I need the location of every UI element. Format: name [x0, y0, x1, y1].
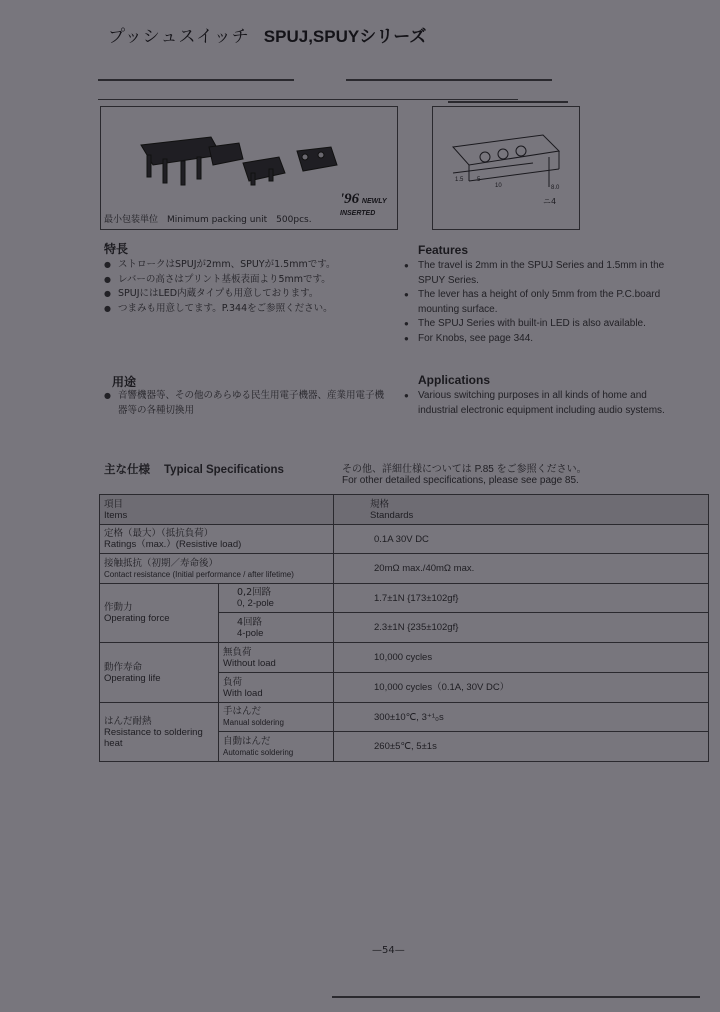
life-sub1-en: Without load [223, 657, 276, 669]
life-sub2-en: With load [223, 687, 263, 699]
list-item: ● つまみも用意してます。P.344をご参照ください。 [104, 302, 394, 317]
solder-sub2-en: Automatic soldering [223, 747, 294, 757]
force-sub2-en: 4-pole [237, 627, 264, 639]
header-rule-left [98, 79, 294, 81]
force-label-cell [100, 584, 219, 643]
solder-sub1-value: 300±10℃, 3⁺¹₀s [334, 703, 709, 732]
list-item: ● SPUJにはLED内蔵タイプも用意しております。 [104, 287, 394, 302]
force-sub1-jp: 0,2回路 [237, 587, 272, 598]
ratings-value: 0.1A 30V DC [334, 525, 709, 554]
life-sub2-cell [219, 673, 334, 703]
table-row [100, 643, 709, 673]
dimension-drawing-frame [432, 106, 580, 230]
dimension-drawing [433, 107, 579, 229]
photo-rule [98, 99, 518, 100]
force-sub2-cell [219, 613, 334, 643]
applications-en-list [404, 389, 688, 418]
spec-heading [104, 461, 284, 477]
force-sub2-value: 2.3±1N {235±102gf} [334, 613, 709, 643]
dim-rule [448, 101, 568, 103]
features-jp-heading: 特長 [104, 242, 129, 256]
ratings-label-jp: 定格（最大）（抵抗負荷） [104, 528, 214, 539]
force-label-en: Operating force [104, 613, 170, 624]
items-header-cell [100, 495, 334, 525]
items-header-en: Items [104, 509, 128, 521]
standards-header-en: Standards [370, 509, 414, 521]
dim-number-3: 10 [495, 183, 502, 189]
list-item: ● ストロークはSPUJが2mm、SPUYが1.5mmです。 [104, 258, 394, 273]
newly-word: NEWLY [361, 198, 387, 205]
life-sub1-value: 10,000 cycles [334, 643, 709, 673]
life-sub2-jp: 負荷 [223, 676, 243, 688]
solder-sub2-cell [219, 732, 334, 762]
solder-label-jp: はんだ耐熱 [104, 715, 152, 727]
force-label-jp: 作動力 [104, 602, 133, 613]
force-sub1-en: 0, 2-pole [237, 598, 274, 609]
features-en-heading: Features [418, 243, 469, 257]
page-title [108, 22, 426, 47]
table-row [100, 584, 709, 613]
list-item: ● The SPUJ Series with built-in LED is also available. [404, 317, 688, 332]
footer-rule [332, 996, 700, 998]
life-sub1-jp: 無負荷 [223, 646, 252, 658]
table-row [100, 703, 709, 732]
life-sub2-value: 10,000 cycles（0.1A, 30V DC） [334, 673, 709, 703]
spec-note-jp: その他、詳細仕様については P.85 をご参照ください。 [342, 464, 587, 475]
contact-value: 20mΩ max./40mΩ max. [334, 554, 709, 584]
dim-number-2: 5 [477, 177, 481, 183]
features-en-list [404, 259, 688, 347]
table-row [100, 554, 709, 584]
spec-heading-en: Typical Specifications [164, 464, 284, 476]
table-header-row [100, 495, 709, 525]
list-item: ● The lever has a height of only 5mm from the P.C.board mounting surface. [404, 288, 688, 317]
contact-label-cell [100, 554, 334, 584]
spec-note-en: For other detailed specifications, please see page 85. [342, 475, 579, 486]
life-label-en: Operating life [104, 672, 161, 684]
dim-label: ニ4 [543, 197, 557, 206]
header-rule-right [346, 79, 552, 81]
dim-number-4: 8.0 [551, 185, 560, 191]
contact-label-en: Contact resistance (Initial performance / after lifetime) [104, 569, 294, 579]
newly-year: '96 [340, 191, 360, 207]
list-item: ● For Knobs, see page 344. [404, 332, 688, 347]
list-item: ● 音響機器等、その他のあらゆる民生用電子機器、産業用電子機器等の各種切換用 [104, 389, 388, 418]
solder-sub2-jp: 自動はんだ [223, 735, 271, 747]
standards-header-jp: 規格 [370, 498, 390, 510]
force-sub2-jp: 4回路 [237, 616, 263, 628]
page-number: —54— [372, 945, 405, 956]
list-item: ● The travel is 2mm in the SPUJ Series and 1.5mm in the SPUY Series. [404, 259, 688, 288]
solder-sub1-cell [219, 703, 334, 732]
solder-sub1-jp: 手はんだ [223, 706, 262, 717]
title-series: SPUJ,SPUYシリーズ [263, 27, 427, 46]
list-item: ● レバーの高さはプリント基板表面より5mmです。 [104, 273, 394, 288]
force-sub1-value: 1.7±1N {173±102gf} [334, 584, 709, 613]
applications-jp-heading: 用途 [112, 375, 137, 389]
standards-header-cell [334, 495, 709, 525]
life-label-cell [100, 643, 219, 703]
solder-sub2-value: 260±5℃, 5±1s [334, 732, 709, 762]
solder-label-cell [100, 703, 219, 762]
features-jp-list [104, 258, 394, 316]
ratings-label-cell [100, 525, 334, 554]
dim-number-1: 1.5 [455, 177, 464, 183]
ratings-label-en: Ratings（max.）(Resistive load) [104, 539, 242, 550]
list-item: ● Various switching purposes in all kinds of home and industrial electronic equipment including audio systems. [404, 389, 688, 418]
solder-sub1-en: Manual soldering [223, 718, 284, 727]
table-row [100, 525, 709, 554]
solder-label-en: Resistance to soldering heat [104, 726, 203, 749]
items-header-jp: 項目 [104, 498, 124, 510]
spec-table [99, 494, 709, 762]
inserted-word: INSERTED [340, 210, 376, 217]
applications-jp-list [104, 389, 388, 418]
applications-en-heading: Applications [418, 373, 491, 387]
title-jp: プッシュスイッチ [108, 27, 250, 47]
spec-heading-jp: 主な仕様 [104, 462, 150, 476]
life-label-jp: 動作寿命 [104, 661, 143, 673]
newly-inserted-badge [340, 191, 387, 219]
force-sub1-cell [219, 584, 334, 613]
contact-label-jp: 接触抵抗（初期／寿命後） [104, 557, 219, 569]
packing-note: 最小包装単位 Minimum packing unit 500pcs. [104, 215, 312, 225]
life-sub1-cell [219, 643, 334, 673]
